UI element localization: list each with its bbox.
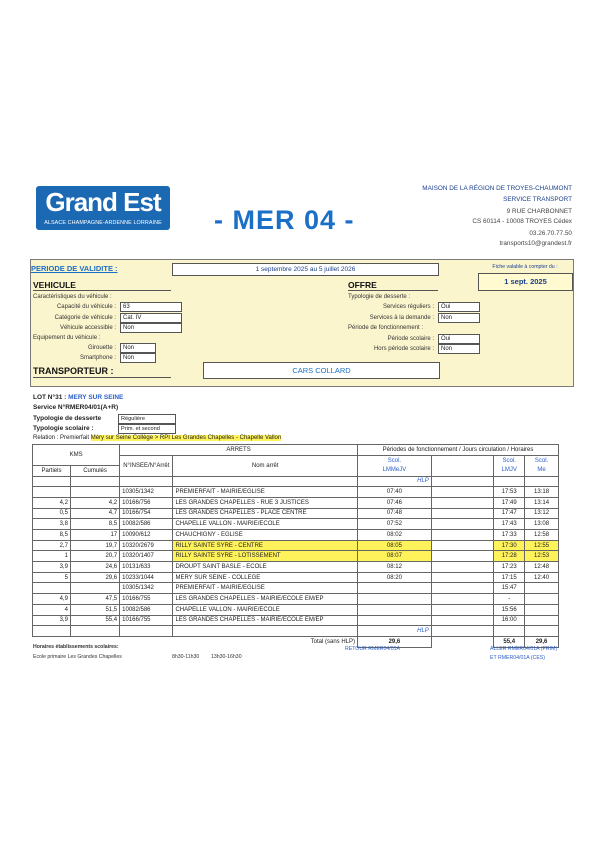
validity-label: PERIODE DE VALIDITE :	[31, 264, 118, 273]
cumulative-km-cell: 24,6	[70, 562, 119, 573]
time-scol-me-cell	[525, 583, 559, 594]
time-scol-lmjv-cell: 17:30	[494, 540, 525, 551]
time-scol-lmmejv-cell: 08:12	[358, 562, 432, 573]
time-scol-lmmejv-cell: 08:05	[358, 540, 432, 551]
regular-services-field: Oui	[438, 302, 480, 312]
scol-header-2: Scol.	[494, 455, 525, 465]
smartphone-label: Smartphone :	[79, 355, 116, 361]
cumulative-km-cell: 29,6	[70, 572, 119, 583]
stop-name-cell: CHAPELLE VALLON - MAIRIE/ECOLE	[173, 604, 358, 615]
empty-cell	[431, 497, 494, 508]
stop-code-cell: 10320/2679	[120, 540, 173, 551]
relation-origin: Premierfait	[60, 435, 90, 441]
empty-cell	[431, 487, 494, 498]
time-scol-lmjv-cell: 17:47	[494, 508, 525, 519]
cumulative-km-cell	[70, 487, 119, 498]
table-row	[33, 562, 559, 573]
partial-km-cell: 8,5	[33, 530, 71, 541]
hlp-cell	[33, 476, 71, 487]
time-scol-lmjv-cell: 17:15	[494, 572, 525, 583]
carrier-value: CARS COLLARD	[203, 362, 440, 379]
relation-label: Relation :	[33, 435, 59, 441]
time-scol-me-cell: 12:58	[525, 530, 559, 541]
time-scol-lmjv-cell: 17:43	[494, 519, 525, 530]
operating-period-label: Période de fonctionnement :	[348, 325, 424, 331]
scolaire-field: Prim. et second	[118, 424, 176, 434]
spacer-cell	[431, 455, 494, 465]
hlp-cell	[494, 476, 525, 487]
girouette-field: Non	[120, 343, 156, 353]
time-scol-lmjv-cell: 17:28	[494, 551, 525, 562]
org-city: CS 60114 - 10008 TROYES Cédex	[472, 218, 572, 225]
stop-code-cell: 10131/633	[120, 562, 173, 573]
table-row	[33, 594, 559, 605]
org-phone: 03.26.70.77.50	[529, 230, 572, 237]
time-scol-lmjv-cell: 17:23	[494, 562, 525, 573]
stop-name-cell: LES GRANDES CHAPELLES - MAIRIE/ECOLE EM/EP	[173, 594, 358, 605]
hlp-cell	[120, 476, 173, 487]
category-label: Catégorie de véhicule :	[54, 315, 116, 321]
scol-header-3: Scol.	[525, 455, 559, 465]
time-scol-me-cell	[525, 604, 559, 615]
category-field: Cat. IV	[120, 313, 182, 323]
time-scol-me-cell	[525, 615, 559, 626]
partial-km-cell: 3,9	[33, 615, 71, 626]
insee-header: N°INSEE/N°Arrêt	[120, 455, 173, 476]
stop-name-cell: MERY SUR SEINE - COLLEGE	[173, 572, 358, 583]
scolaire-label: Typologie scolaire :	[33, 425, 94, 432]
school-period-label: Période scolaire :	[387, 336, 434, 342]
table-row	[33, 487, 559, 498]
stop-name-cell: LES GRANDES CHAPELLES - PLACE CENTRE	[173, 508, 358, 519]
cumulative-km-cell: 47,5	[70, 594, 119, 605]
logo-title: Grand Est	[45, 187, 161, 217]
partial-km-cell: 4,9	[33, 594, 71, 605]
school-period-field: Oui	[438, 334, 480, 344]
desserte-label: Typologie de desserte	[33, 415, 102, 422]
empty-cell	[431, 604, 494, 615]
scol-header-1: Scol.	[358, 455, 432, 465]
lot-number: LOT N°31 :	[33, 394, 67, 401]
validity-value: 1 septembre 2025 au 5 juillet 2026	[172, 263, 439, 276]
retour-label: RETOUR RMER04/01A	[345, 646, 400, 652]
stop-code-cell: 10166/754	[120, 508, 173, 519]
demand-services-field: Non	[438, 313, 480, 323]
stop-code-cell: 10320/1407	[120, 551, 173, 562]
accessible-label: Véhicule accessible :	[59, 325, 116, 331]
total-value-2: 55,4	[494, 636, 525, 647]
girouette-label: Girouette :	[87, 345, 116, 351]
partiels-header: Partiels	[33, 465, 71, 476]
partial-km-cell: 2,7	[33, 540, 71, 551]
relation-line	[33, 435, 281, 441]
vehicle-title: VEHICULE	[33, 280, 76, 290]
stop-name-cell: LES GRANDES CHAPELLES - MAIRIE/ECOLE EM/EP	[173, 615, 358, 626]
service-number: Service N°RMER04/01(A+R)	[33, 404, 119, 411]
time-scol-me-cell: 13:18	[525, 487, 559, 498]
stop-code-cell: 10082/586	[120, 604, 173, 615]
stop-name-cell: LES GRANDES CHAPELLES - RUE 3 JUSTICES	[173, 497, 358, 508]
cumulative-km-cell: 19,7	[70, 540, 119, 551]
total-value-1: 29,6	[358, 636, 432, 647]
stops-header: ARRETS	[120, 445, 358, 456]
time-scol-lmjv-cell: 15:56	[494, 604, 525, 615]
time-scol-me-cell: 13:14	[525, 497, 559, 508]
total-label: Total (sans HLP)	[310, 638, 355, 645]
stop-name-cell: DROUPT SAINT BASLE - ECOLE	[173, 562, 358, 573]
stop-code-cell: 10090/612	[120, 530, 173, 541]
stop-name-cell: RILLY SAINTE SYRE - LOTISSEMENT	[173, 551, 358, 562]
time-scol-me-cell: 12:53	[525, 551, 559, 562]
empty-cell	[431, 615, 494, 626]
stop-code-cell: 10166/756	[120, 497, 173, 508]
vehicle-divider	[33, 290, 171, 291]
stop-name-cell: CHAUCHIGNY - EGLISE	[173, 530, 358, 541]
hlp-cell	[120, 626, 173, 637]
partial-km-cell	[33, 487, 71, 498]
empty-cell	[120, 636, 173, 647]
cumules-header: Cumulés	[70, 465, 119, 476]
typology-label: Typologie de desserte :	[348, 294, 411, 300]
time-scol-me-cell: 12:48	[525, 562, 559, 573]
timetable	[32, 444, 559, 648]
cumulative-km-cell: 4,7	[70, 508, 119, 519]
table-row	[33, 583, 559, 594]
stop-code-cell: 10305/1342	[120, 583, 173, 594]
hlp-marker: HLP	[358, 626, 432, 637]
school-name: Ecole primaire Les Grandes Chapelles	[33, 654, 122, 660]
time-scol-me-cell: 12:55	[525, 540, 559, 551]
hlp-cell	[70, 626, 119, 637]
smartphone-field: Non	[120, 353, 156, 363]
empty-cell	[431, 572, 494, 583]
partial-km-cell: 5	[33, 572, 71, 583]
out-period-label: Hors période scolaire :	[373, 346, 434, 352]
accessible-field: Non	[120, 323, 182, 333]
offer-title: OFFRE	[348, 280, 377, 290]
time-scol-lmmejv-cell: 08:02	[358, 530, 432, 541]
time-scol-me-cell: 12:40	[525, 572, 559, 583]
time-scol-me-cell: 13:08	[525, 519, 559, 530]
hlp-cell	[70, 476, 119, 487]
carrier-divider	[33, 377, 171, 378]
capacity-field: 63	[120, 302, 182, 312]
capacity-label: Capacité du véhicule :	[56, 304, 116, 310]
periods-header: Périodes de fonctionnement / Jours circulation / Horaires	[358, 445, 559, 456]
time-scol-lmjv-cell: 17:53	[494, 487, 525, 498]
stop-name-cell: CHAPELLE VALLON - MAIRIE/ECOLE	[173, 519, 358, 530]
demand-services-label: Services à la demande :	[369, 315, 434, 321]
stop-code-cell: 10233/1044	[120, 572, 173, 583]
partial-km-cell: 0,5	[33, 508, 71, 519]
desserte-field: Régulière	[118, 414, 176, 424]
stop-code-cell: 10305/1342	[120, 487, 173, 498]
equipment-label: Equipement du véhicule :	[33, 335, 101, 341]
hlp-cell	[173, 626, 358, 637]
empty-cell	[431, 519, 494, 530]
vehicle-characteristics-label: Caractéristiques du véhicule :	[33, 294, 112, 300]
fiche-date: 1 sept. 2025	[478, 273, 573, 291]
partial-km-cell: 4	[33, 604, 71, 615]
partial-km-cell: 1	[33, 551, 71, 562]
partial-km-cell	[33, 583, 71, 594]
table-row	[33, 572, 559, 583]
cumulative-km-cell: 17	[70, 530, 119, 541]
school-hours-afternoon: 13h30-16h30	[211, 654, 242, 660]
time-scol-lmjv-cell: -	[494, 594, 525, 605]
stop-name-cell: RILLY SAINTE SYRE - CENTRE	[173, 540, 358, 551]
cumulative-km-cell: 20,7	[70, 551, 119, 562]
partial-km-cell: 3,8	[33, 519, 71, 530]
hlp-cell	[431, 626, 494, 637]
hlp-cell	[173, 476, 358, 487]
table-row	[33, 551, 559, 562]
cumulative-km-cell	[70, 583, 119, 594]
stop-code-cell: 10166/755	[120, 615, 173, 626]
empty-cell	[431, 636, 494, 647]
relation-destination: Méry sur Seine Collège > RPI Les Grandes Chapelles - Chapelle Vallon	[90, 435, 282, 441]
grand-est-logo	[36, 186, 170, 230]
time-scol-me-cell	[525, 594, 559, 605]
cumulative-km-cell: 55,4	[70, 615, 119, 626]
table-row	[33, 497, 559, 508]
lot-name: MERY SUR SEINE	[68, 394, 124, 401]
time-scol-lmjv-cell: 17:49	[494, 497, 525, 508]
stop-code-cell: 10166/755	[120, 594, 173, 605]
logo-subtitle: ALSACE CHAMPAGNE-ARDENNE LORRAINE	[44, 220, 162, 226]
org-street: 9 RUE CHARBONNET	[506, 208, 572, 215]
hlp-cell	[33, 626, 71, 637]
aller-label: ALLER RMER04/01A (PRIM)	[490, 646, 558, 652]
empty-cell	[431, 551, 494, 562]
document-title: - MER 04 -	[214, 205, 355, 235]
stop-name-cell: PREMIERFAIT - MAIRIE/EGLISE	[173, 583, 358, 594]
cumulative-km-cell: 8,5	[70, 519, 119, 530]
empty-cell	[431, 508, 494, 519]
et-label: ET RMER04/01A (CES)	[490, 655, 545, 661]
time-scol-lmmejv-cell	[358, 583, 432, 594]
stop-code-cell: 10082/586	[120, 519, 173, 530]
hlp-marker: HLP	[358, 476, 432, 487]
school-hours-morning: 8h30-11h30	[172, 654, 200, 660]
time-scol-me-cell: 13:12	[525, 508, 559, 519]
org-name: MAISON DE LA RÉGION DE TROYES-CHAUMONT	[422, 185, 572, 192]
time-scol-lmmejv-cell	[358, 615, 432, 626]
hlp-cell	[431, 476, 494, 487]
spacer-cell	[431, 465, 494, 476]
school-hours-label: Horaires établissements scolaires:	[33, 644, 119, 650]
days-header-1: LMMeJV	[358, 465, 432, 476]
time-scol-lmjv-cell: 16:00	[494, 615, 525, 626]
time-scol-lmmejv-cell: 07:46	[358, 497, 432, 508]
cumulative-km-cell: 51,5	[70, 604, 119, 615]
partial-km-cell: 4,2	[33, 497, 71, 508]
lot-title	[33, 394, 123, 401]
time-scol-lmmejv-cell: 07:52	[358, 519, 432, 530]
total-value-3: 29,6	[525, 636, 559, 647]
partial-km-cell: 3,9	[33, 562, 71, 573]
time-scol-lmmejv-cell	[358, 604, 432, 615]
hlp-cell	[525, 476, 559, 487]
table-row	[33, 508, 559, 519]
table-row	[33, 540, 559, 551]
fiche-label: Fiche valable à compter du :	[492, 264, 558, 270]
table-row	[33, 519, 559, 530]
kms-header: KMS	[33, 445, 120, 466]
stop-name-cell: PREMIERFAIT - MAIRIE/EGLISE	[173, 487, 358, 498]
time-scol-lmmejv-cell	[358, 594, 432, 605]
empty-cell	[431, 594, 494, 605]
empty-cell	[431, 562, 494, 573]
empty-cell	[431, 530, 494, 541]
carrier-label: TRANSPORTEUR :	[33, 366, 114, 376]
hlp-cell	[494, 626, 525, 637]
org-service: SERVICE TRANSPORT	[503, 196, 572, 203]
days-header-3: Me	[525, 465, 559, 476]
time-scol-lmmejv-cell: 08:07	[358, 551, 432, 562]
cumulative-km-cell: 4,2	[70, 497, 119, 508]
time-scol-lmmejv-cell: 07:48	[358, 508, 432, 519]
time-scol-lmmejv-cell: 08:20	[358, 572, 432, 583]
org-email: transports10@grandest.fr	[499, 240, 572, 247]
empty-cell	[431, 540, 494, 551]
offer-divider	[348, 290, 438, 291]
hlp-cell	[525, 626, 559, 637]
empty-cell	[431, 583, 494, 594]
table-row	[33, 530, 559, 541]
time-scol-lmjv-cell: 15:47	[494, 583, 525, 594]
regular-services-label: Services réguliers :	[382, 304, 434, 310]
time-scol-lmjv-cell: 17:33	[494, 530, 525, 541]
out-period-field: Non	[438, 344, 480, 354]
table-row	[33, 604, 559, 615]
days-header-2: LMJV	[494, 465, 525, 476]
time-scol-lmmejv-cell: 07:40	[358, 487, 432, 498]
stop-name-header: Nom arrêt	[173, 455, 358, 476]
table-row	[33, 615, 559, 626]
